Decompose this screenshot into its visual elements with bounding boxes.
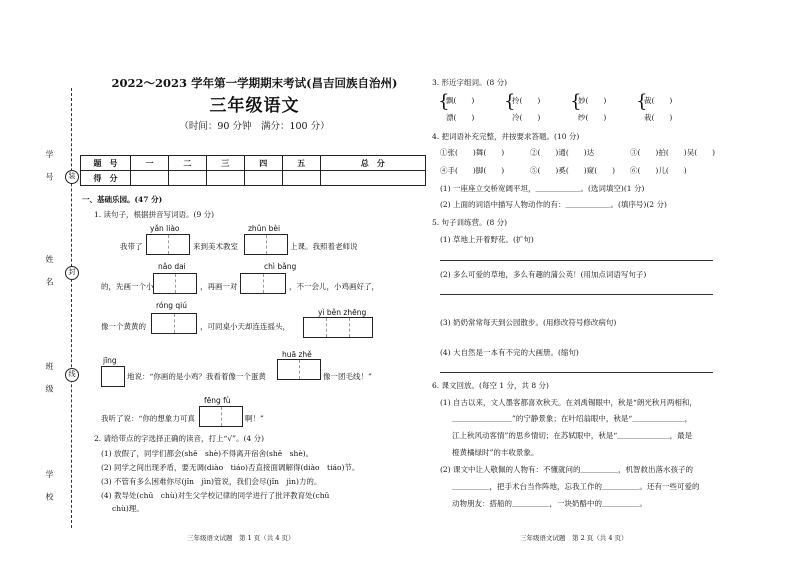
writing-box[interactable] [151,313,197,334]
section-1-heading: 一、基础乐园。(47 分) [82,195,163,204]
question-4-item: (2) 上面的词语中描写人物动作的有：＿＿＿＿＿＿。(填序号)(2 分) [440,200,667,209]
pinyin: yì běn zhēng [318,308,367,317]
pinyin: yǎn liào [150,224,180,233]
question-6-text: ＿＿＿＿＿，把手术台当作阵地，忘我工作的＿＿＿＿＿。还有一些可爱的 [452,482,700,491]
sentence-text: 的，先画一个小 [101,282,154,291]
answer-line[interactable] [440,372,713,373]
score-table-header-row [81,156,426,171]
binding-label-student-id: 学 号 [45,150,54,187]
question-6-text: 橙黄橘绿时”的丰收景象。 [452,448,539,457]
word-pair: 纱( ) [578,113,607,122]
score-input-cell[interactable] [131,171,169,186]
score-input-cell[interactable] [206,171,244,186]
question-6: 6. 课文回放。(每空 1 分，共 8 分) [432,381,549,390]
score-input-cell[interactable] [282,171,320,186]
question-1: 1. 读句子，根据拼音写词语。(9 分) [94,210,215,219]
idiom-fill: ②( )通( )达 [530,148,595,157]
answer-line[interactable] [440,260,713,261]
score-input-cell[interactable] [168,171,206,186]
sentence-text: ，不一会儿，小鸡画好了， [289,282,379,291]
question-2-item: (2) 同学之间出现矛盾，要无调(diào tiáo)否直接面调解得(diào tiáo)节。 [101,463,360,472]
sentence-text: 啊！” [245,414,264,423]
idiom-fill: ⑥( )儿( ) [630,166,687,175]
score-cell: 五 [282,156,320,171]
sentence-text: ，可同桌小天却连连摇头， [200,322,290,331]
question-2: 2. 请给带点的字选择正确的读音，打上“√”。(4 分) [94,434,264,443]
question-6-text: (2) 课文中让人敬佩的人物有：不懂就问的＿＿＿＿＿，机智救出落水孩子的 [440,465,694,474]
word-pair: 裁( ) [644,96,673,105]
pinyin: jīng [103,356,117,365]
word-pair: 拎( ) [512,96,541,105]
question-2-item: (1) 放假了，同学们都会(shě shè)不得离开宿舍(shě shè)。 [101,449,314,458]
score-cell: 一 [131,156,169,171]
question-4-item: (1) 一座座立交桥宽阔平坦，＿＿＿＿＿＿。(选词填空)(1 分) [440,184,645,193]
score-table [80,155,426,186]
question-6-text: 动物朋友：搭船的＿＿＿＿＿，一块奶酪中的＿＿＿＿＿。 [452,499,647,508]
question-2-item: (4) 教导处(chǔ chù)对生父学校记律的同学进行了批评教育处(chǔ [101,491,330,500]
word-pair: 栽( ) [644,113,673,122]
footer-right: 三年级语文试题 第 2 页（共 4 页） [520,534,628,542]
brace: { [438,91,450,112]
binding-dot-2: 封 [65,266,79,280]
pinyin: nǎo dai [158,262,186,271]
exam-meta: （时间：90 分钟 满分：100 分） [179,121,330,132]
idiom-fill: ④手( )脚( ) [440,166,505,175]
question-5-item: (3) 奶奶常常每天到公园散步。(用修改符号修改病句) [440,318,617,327]
binding-dashed-line [71,88,73,528]
sentence-text: 来到美术教室 [193,242,238,251]
question-5-item: (4) 大自然是一本有不完的大画册。(缩句) [440,348,579,357]
score-cell: 总 分 [320,156,425,171]
score-cell: 二 [168,156,206,171]
sentence-text: 像一个黄黄的 [101,322,146,331]
score-cell: 得 分 [81,171,131,186]
pinyin: chì bǎng [264,262,297,271]
writing-box[interactable] [146,234,190,255]
binding-dot-1: 装 [65,170,79,184]
question-6-text: (1) 自古以来，文人墨客都喜欢秋天。在刘禹锡眼中，秋是“朗光秋月两相和， [440,398,697,407]
writing-box[interactable] [153,273,197,294]
idiom-fill: ⑤( )奚( )窥( ) [530,166,616,175]
exam-title: 2022～2023 学年第一学期期末考试(昌吉回族自治州) [111,76,398,90]
pinyin: zhǔn bèi [248,224,281,233]
score-cell: 三 [206,156,244,171]
word-pair: 飘( ) [446,96,475,105]
question-2-item: (3) 不管有多么困难你尽(jǐn jìn)管说，我们会尽(jǐn jìn)力的。 [101,477,322,486]
idiom-fill: ③( )拍( )吴( ) [630,148,716,157]
idiom-fill: ①张( )舞( ) [440,148,505,157]
binding-dot-3: 线 [65,368,79,382]
binding-label-name: 姓 名 [45,255,54,292]
sentence-text: ，再画一对 [200,282,238,291]
question-3: 3. 形近字组词。(8 分) [432,78,508,87]
sentence-text: 我听了说：“你的想象力可真 [101,414,195,423]
question-5: 5. 句子训练营。(8 分) [432,218,508,227]
sentence-text: 地说：“你画的是小鸡？我看着像一个蛋黄 [127,372,266,381]
writing-box[interactable] [101,366,125,387]
brace: { [504,91,516,112]
pinyin: huā zhě [282,350,312,359]
writing-box[interactable] [277,359,321,380]
writing-box[interactable] [240,273,286,294]
binding-label-school: 学 校 [45,470,54,507]
answer-line[interactable] [440,294,713,295]
binding-label-class: 班 级 [45,362,54,399]
brace: { [636,91,648,112]
word-pair: 冷( ) [512,113,541,122]
score-input-cell[interactable] [320,171,425,186]
pinyin: róng qiú [156,301,188,310]
question-5-item: (2) 多么可爱的草地，多么有趣的蒲公英！(用加点词语写句子) [440,270,647,279]
question-5-item: (1) 草地上开着野花。(扩句) [440,235,534,244]
word-pair: 妙( ) [578,96,607,105]
binding-line [64,88,80,528]
question-2-item: chù)理。 [112,504,144,513]
writing-box[interactable] [244,234,288,255]
score-cell: 四 [244,156,282,171]
score-table-score-row [81,171,426,186]
score-cell: 题 号 [81,156,131,171]
question-6-text: ＿＿＿＿＿＿＿＿”的宁静景象；在叶绍翁眼中，秋是“＿＿＿＿＿＿＿， [452,414,693,423]
footer-left: 三年级语文试题 第 1 页（共 4 页） [187,534,295,542]
exam-subtitle: 三年级语文 [209,96,300,116]
question-4: 4. 把词语补充完整，并按要求答题。(10 分) [432,132,580,141]
score-input-cell[interactable] [244,171,282,186]
brace: { [570,91,582,112]
pinyin: fēng fù [204,396,231,405]
question-6-text: 江上秋风动客情”的思乡情切；在苏轼眼中，秋是“＿＿＿＿＿＿＿，最是 [452,431,693,440]
sentence-text: 上课。我照着老师说 [290,242,358,251]
writing-box[interactable] [303,317,373,338]
sentence-text: 我带了 [120,242,143,251]
word-pair: 漂( ) [446,113,475,122]
writing-box[interactable] [199,406,243,427]
sentence-text: 像一团毛线！” [323,372,372,381]
